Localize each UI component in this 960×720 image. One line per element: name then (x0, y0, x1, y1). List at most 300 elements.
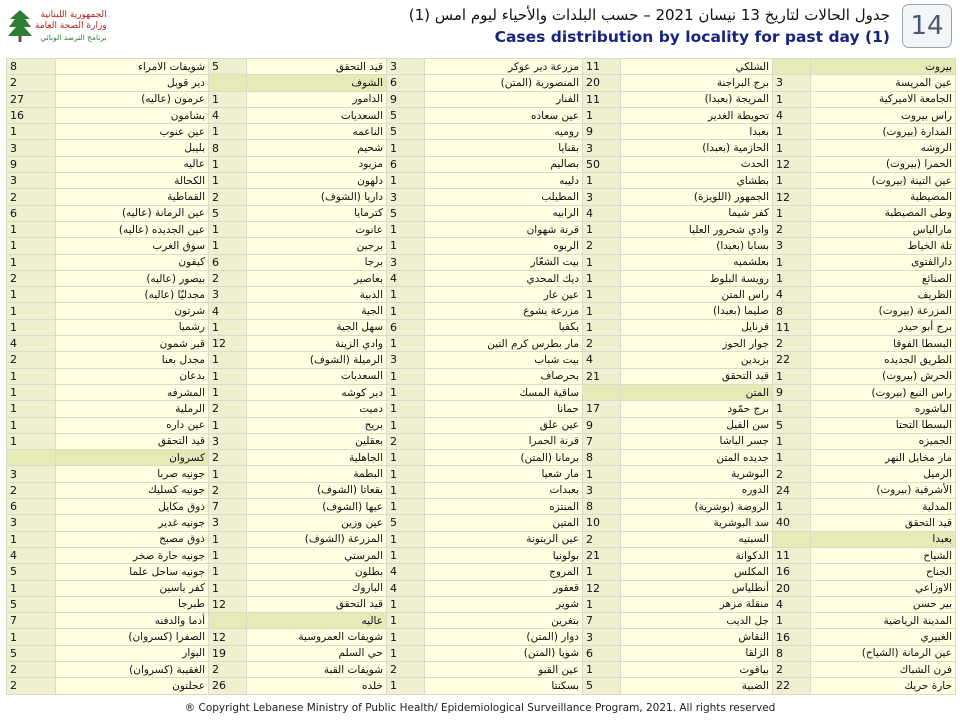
case-count-cell: 9 (7, 156, 56, 172)
case-count-cell: 2 (773, 466, 811, 482)
case-count-cell: 1 (583, 596, 621, 612)
locality-name-cell: المنصورية (المتن) (425, 75, 583, 91)
locality-name-cell: بعبدات (425, 482, 583, 498)
case-count-cell: 2 (583, 531, 621, 547)
locality-name-cell: جوار الحوز (621, 336, 773, 352)
table-row (7, 499, 956, 515)
case-count-cell: 6 (209, 254, 247, 270)
case-count-cell: 1 (583, 270, 621, 286)
case-count-cell: 1 (7, 580, 56, 596)
locality-name-cell: رشميا (56, 319, 209, 335)
case-count-cell: 1 (7, 254, 56, 270)
table-row (7, 678, 956, 694)
case-count-cell: 5 (387, 124, 425, 140)
case-count-cell: 12 (773, 189, 811, 205)
case-count-cell: 6 (387, 75, 425, 91)
locality-name-cell: برمانا (المتن) (425, 450, 583, 466)
case-count-cell: 3 (7, 173, 56, 189)
case-count-cell: 2 (583, 336, 621, 352)
case-count-cell: 1 (387, 499, 425, 515)
locality-name-cell: الزلقا (621, 645, 773, 661)
case-count-cell: 1 (773, 91, 811, 107)
case-count-cell: 8 (583, 450, 621, 466)
locality-name-cell: الحدث (621, 156, 773, 172)
case-count-cell: 40 (773, 515, 811, 531)
table-row (7, 173, 956, 189)
case-count-cell: 26 (209, 678, 247, 694)
locality-name-cell: البسطا الفوقا (811, 336, 956, 352)
table-row (7, 629, 956, 645)
locality-name-cell: الدوره (621, 482, 773, 498)
case-count-cell: 3 (387, 189, 425, 205)
locality-name-cell: برج البراجنة (621, 75, 773, 91)
table-row (7, 564, 956, 580)
locality-name-cell: برجين (247, 238, 387, 254)
locality-name-cell: جونيه حارة صخر (56, 547, 209, 563)
locality-name-cell: السعديات (247, 107, 387, 123)
locality-name-cell: حي السلم (247, 645, 387, 661)
case-count-cell: 1 (387, 140, 425, 156)
case-count-cell: 1 (387, 401, 425, 417)
locality-name-cell: بولونيا (425, 547, 583, 563)
locality-name-cell: الجية (247, 303, 387, 319)
case-count-cell: 1 (209, 580, 247, 596)
locality-name-cell: المروج (425, 564, 583, 580)
locality-name-cell: كفر ياسين (56, 580, 209, 596)
case-count-cell: 16 (773, 564, 811, 580)
case-count-cell: 3 (583, 140, 621, 156)
case-count-cell (209, 613, 247, 629)
case-count-cell: 1 (209, 173, 247, 189)
locality-name-cell: المنتزه (425, 499, 583, 515)
logo-line-2: وزارة الصحة العامة (35, 20, 107, 31)
locality-name-cell: دوار (المتن) (425, 629, 583, 645)
case-count-cell: 3 (7, 466, 56, 482)
case-count-cell: 11 (773, 547, 811, 563)
case-count-cell: 1 (387, 384, 425, 400)
locality-name-cell: المرستي (247, 547, 387, 563)
locality-name-cell: المزرعة (الشوف) (247, 531, 387, 547)
locality-name-cell: بليبل (56, 140, 209, 156)
case-count-cell: 1 (209, 368, 247, 384)
locality-name-cell: عيها (الشوف) (247, 499, 387, 515)
locality-name-cell: شوير (425, 596, 583, 612)
locality-name-cell: الجميزه (811, 433, 956, 449)
case-count-cell: 12 (209, 596, 247, 612)
locality-name-cell: بكفيا (425, 319, 583, 335)
table-row (7, 613, 956, 629)
case-count-cell: 1 (387, 417, 425, 433)
locality-name-cell: المكلس (621, 564, 773, 580)
case-count-cell: 1 (387, 287, 425, 303)
title-english: Cases distribution by locality for past day (1) (494, 28, 890, 46)
case-count-cell: 1 (583, 466, 621, 482)
table-row (7, 287, 956, 303)
locality-name-cell: قيد التحقق (56, 433, 209, 449)
locality-name-cell: الروضة (بوشرية) (621, 499, 773, 515)
locality-name-cell: قيد التحقق (621, 368, 773, 384)
locality-name-cell: تحويطة الغدير (621, 107, 773, 123)
locality-name-cell: كترمايا (247, 205, 387, 221)
case-count-cell: 1 (7, 531, 56, 547)
logo-line-1: الجمهورية اللبنانية (40, 9, 107, 20)
locality-name-cell: شويا (المتن) (425, 645, 583, 661)
case-count-cell: 5 (7, 596, 56, 612)
cedar-tree-icon (8, 9, 32, 43)
case-count-cell: 1 (773, 613, 811, 629)
locality-name-cell: قعقور (425, 580, 583, 596)
logo-text (35, 10, 107, 43)
locality-name-cell: بعبدا (621, 124, 773, 140)
locality-name-cell: مار شعيا (425, 466, 583, 482)
case-count-cell: 8 (773, 303, 811, 319)
locality-name-cell: قيد التحقق (247, 596, 387, 612)
locality-name-cell: سد البوشرية (621, 515, 773, 531)
locality-name-cell: طبرجا (56, 596, 209, 612)
case-count-cell: 5 (773, 417, 811, 433)
case-count-cell: 3 (583, 482, 621, 498)
locality-name-cell: راس النبع (بيروت) (811, 384, 956, 400)
page-header (0, 0, 960, 56)
case-count-cell: 2 (773, 336, 811, 352)
case-count-cell: 4 (387, 580, 425, 596)
case-count-cell: 1 (387, 645, 425, 661)
locality-name-cell: الرابيه (425, 205, 583, 221)
case-count-cell: 1 (209, 156, 247, 172)
case-count-cell: 1 (583, 221, 621, 237)
case-count-cell: 6 (387, 156, 425, 172)
locality-name-cell: الربوه (425, 238, 583, 254)
case-count-cell: 1 (387, 238, 425, 254)
table-row (7, 661, 956, 677)
locality-name-cell: بيت شباب (425, 352, 583, 368)
locality-name-cell: مزبود (247, 156, 387, 172)
case-count-cell: 1 (387, 368, 425, 384)
table-row (7, 319, 956, 335)
case-count-cell (773, 531, 811, 547)
locality-name-cell: مار بطرس كرم التين (425, 336, 583, 352)
locality-name-cell: بريح (247, 417, 387, 433)
locality-name-cell: ذوق مصبح (56, 531, 209, 547)
table-row (7, 124, 956, 140)
locality-name-cell: جونيه كسليك (56, 482, 209, 498)
locality-name-cell: دلهون (247, 173, 387, 189)
locality-name-cell: جونيه ساحل علما (56, 564, 209, 580)
locality-name-cell: الفنار (425, 91, 583, 107)
district-header-cell: المتن (621, 384, 773, 400)
locality-name-cell: عين علق (425, 417, 583, 433)
table-row (7, 368, 956, 384)
table-row (7, 531, 956, 547)
locality-name-cell: الأشرفية (بيروت) (811, 482, 956, 498)
locality-name-cell: بطلون (247, 564, 387, 580)
case-count-cell: 1 (7, 221, 56, 237)
case-count-cell: 5 (387, 515, 425, 531)
case-count-cell: 5 (209, 205, 247, 221)
case-count-cell: 22 (773, 678, 811, 694)
case-count-cell: 1 (387, 450, 425, 466)
case-count-cell: 11 (583, 91, 621, 107)
locality-name-cell: منقلة مزهر (621, 596, 773, 612)
case-count-cell: 2 (209, 450, 247, 466)
locality-name-cell: حارة حريك (811, 678, 956, 694)
case-count-cell: 7 (583, 613, 621, 629)
locality-name-cell: السعديات (247, 368, 387, 384)
case-count-cell: 21 (583, 547, 621, 563)
case-count-cell: 1 (209, 221, 247, 237)
case-count-cell (773, 59, 811, 75)
case-count-cell: 4 (387, 564, 425, 580)
district-header-cell: بيروت (811, 59, 956, 75)
locality-name-cell: الدبية (247, 287, 387, 303)
case-count-cell: 3 (387, 59, 425, 75)
table-row (7, 254, 956, 270)
locality-name-cell: الباشوره (811, 401, 956, 417)
case-count-cell: 1 (209, 417, 247, 433)
table-row (7, 205, 956, 221)
locality-name-cell: بيصور (عاليه) (56, 270, 209, 286)
locality-name-cell: بحرصاف (425, 368, 583, 384)
locality-name-cell: جسر الباشا (621, 433, 773, 449)
case-count-cell: 3 (209, 515, 247, 531)
case-count-cell: 1 (209, 547, 247, 563)
case-count-cell: 4 (387, 270, 425, 286)
case-count-cell: 1 (209, 319, 247, 335)
locality-name-cell: الطريق الجديده (811, 352, 956, 368)
locality-name-cell: دليبه (425, 173, 583, 189)
case-count-cell (583, 384, 621, 400)
case-count-cell: 11 (583, 59, 621, 75)
locality-name-cell: عين القبو (425, 661, 583, 677)
table-row (7, 547, 956, 563)
case-count-cell: 5 (387, 205, 425, 221)
locality-name-cell: المتين (425, 515, 583, 531)
case-count-cell: 1 (773, 450, 811, 466)
case-count-cell: 1 (209, 91, 247, 107)
district-header-cell: عاليه (247, 613, 387, 629)
locality-name-cell: بياقوت (621, 661, 773, 677)
locality-name-cell: بيت الشعّار (425, 254, 583, 270)
locality-name-cell: الدامور (247, 91, 387, 107)
locality-name-cell: داريا (الشوف) (247, 189, 387, 205)
case-count-cell: 2 (773, 661, 811, 677)
case-count-cell: 9 (387, 91, 425, 107)
case-count-cell: 1 (7, 368, 56, 384)
locality-name-cell: دارالفتوى (811, 254, 956, 270)
table-row (7, 156, 956, 172)
case-count-cell: 16 (7, 107, 56, 123)
locality-name-cell: المصيطبة (811, 189, 956, 205)
case-count-cell: 20 (583, 75, 621, 91)
table-row (7, 91, 956, 107)
case-count-cell: 19 (209, 645, 247, 661)
locality-name-cell: جل الديب (621, 613, 773, 629)
locality-name-cell: شويفات العمروسية (247, 629, 387, 645)
case-count-cell: 3 (209, 433, 247, 449)
table-row (7, 221, 956, 237)
locality-name-cell: أدما والدفنه (56, 613, 209, 629)
locality-name-cell: برج أبو حيدر (811, 319, 956, 335)
case-count-cell: 1 (387, 466, 425, 482)
table-row (7, 59, 956, 75)
locality-name-cell: النقاش (621, 629, 773, 645)
locality-name-cell: سهل الجية (247, 319, 387, 335)
case-count-cell: 1 (387, 531, 425, 547)
case-count-cell: 4 (583, 205, 621, 221)
case-count-cell: 1 (209, 352, 247, 368)
locality-name-cell: بقعاتا (الشوف) (247, 482, 387, 498)
case-count-cell: 1 (7, 401, 56, 417)
table-row (7, 352, 956, 368)
case-count-cell: 1 (583, 661, 621, 677)
case-count-cell: 1 (7, 238, 56, 254)
locality-name-cell: عانوت (247, 221, 387, 237)
case-count-cell: 2 (209, 661, 247, 677)
locality-name-cell: الروشه (811, 140, 956, 156)
case-count-cell: 1 (387, 596, 425, 612)
case-count-cell: 8 (209, 140, 247, 156)
locality-name-cell: شرتون (56, 303, 209, 319)
locality-name-cell: الضبية (621, 678, 773, 694)
case-count-cell: 2 (583, 238, 621, 254)
case-count-cell: 3 (387, 254, 425, 270)
locality-name-cell: المشرفه (56, 384, 209, 400)
locality-name-cell: رويسة البلوط (621, 270, 773, 286)
locality-name-cell: شويفات القبة (247, 661, 387, 677)
locality-name-cell: عين التينة (بيروت) (811, 173, 956, 189)
case-count-cell: 1 (7, 384, 56, 400)
locality-name-cell: الرميل (811, 466, 956, 482)
locality-name-cell: حمانا (425, 401, 583, 417)
locality-name-cell: عين داره (56, 417, 209, 433)
case-count-cell: 1 (773, 173, 811, 189)
case-count-cell: 8 (773, 645, 811, 661)
case-count-cell: 2 (209, 270, 247, 286)
locality-name-cell: بعلشميه (621, 254, 773, 270)
table-row (7, 75, 956, 91)
case-count-cell: 1 (7, 303, 56, 319)
case-count-cell: 2 (7, 270, 56, 286)
locality-name-cell: عجلتون (56, 678, 209, 694)
case-count-cell: 12 (209, 629, 247, 645)
district-header-cell: الشوف (247, 75, 387, 91)
locality-name-cell: المدلية (811, 499, 956, 515)
case-count-cell: 1 (773, 140, 811, 156)
table-row (7, 336, 956, 352)
case-count-cell: 4 (209, 107, 247, 123)
locality-name-cell: المريجة (بعبدا) (621, 91, 773, 107)
case-count-cell: 11 (773, 319, 811, 335)
case-count-cell: 4 (773, 596, 811, 612)
locality-name-cell: بزبدين (621, 352, 773, 368)
case-count-cell: 1 (773, 499, 811, 515)
locality-name-cell: السبتيه (621, 531, 773, 547)
locality-name-cell: الغقيبة (كسروان) (56, 661, 209, 677)
locality-name-cell: الشلكي (621, 59, 773, 75)
locality-name-cell: برجا (247, 254, 387, 270)
case-count-cell: 16 (773, 629, 811, 645)
locality-name-cell: ساقية المسك (425, 384, 583, 400)
case-count-cell: 2 (387, 433, 425, 449)
case-count-cell: 3 (773, 75, 811, 91)
locality-name-cell: قرنة شهوان (425, 221, 583, 237)
locality-name-cell: وطى المصيطبة (811, 205, 956, 221)
locality-name-cell: المطيلب (425, 189, 583, 205)
locality-name-cell: جديده المتن (621, 450, 773, 466)
case-count-cell: 1 (387, 482, 425, 498)
locality-name-cell: جونيه غدير (56, 515, 209, 531)
case-count-cell: 8 (7, 59, 56, 75)
case-count-cell: 5 (209, 59, 247, 75)
table-row (7, 450, 956, 466)
locality-name-cell: البطمة (247, 466, 387, 482)
case-count-cell: 1 (209, 564, 247, 580)
case-count-cell: 12 (773, 156, 811, 172)
case-count-cell: 1 (773, 124, 811, 140)
case-count-cell: 1 (773, 254, 811, 270)
locality-name-cell: عين وزين (247, 515, 387, 531)
locality-name-cell: بتغرين (425, 613, 583, 629)
locality-name-cell: جونيه صربا (56, 466, 209, 482)
copyright-footer: ® Copyright Lebanese Ministry of Public Health/ Epidemiological Surveillance Program, 2021. All rights reserved (184, 702, 776, 714)
table-row (7, 433, 956, 449)
locality-name-cell: شحيم (247, 140, 387, 156)
ministry-logo (8, 6, 118, 46)
case-count-cell: 1 (773, 368, 811, 384)
case-count-cell: 7 (209, 499, 247, 515)
locality-name-cell: عاليه (56, 156, 209, 172)
case-count-cell: 4 (209, 303, 247, 319)
locality-name-cell: راس بيروت (811, 107, 956, 123)
locality-name-cell: بسابا (بعبدا) (621, 238, 773, 254)
district-header-cell: كسروان (56, 450, 209, 466)
locality-name-cell: بسكنتا (425, 678, 583, 694)
table-row (7, 596, 956, 612)
table-row (7, 515, 956, 531)
locality-name-cell: برج حمّود (621, 401, 773, 417)
case-count-cell: 2 (773, 221, 811, 237)
table-row (7, 401, 956, 417)
case-count-cell: 5 (7, 564, 56, 580)
case-count-cell: 7 (7, 613, 56, 629)
case-count-cell: 1 (387, 613, 425, 629)
case-count-cell (209, 75, 247, 91)
table-row (7, 238, 956, 254)
case-count-cell: 1 (773, 401, 811, 417)
table-row (7, 384, 956, 400)
case-count-cell: 1 (773, 205, 811, 221)
case-count-cell: 1 (583, 319, 621, 335)
locality-name-cell: ذوق مكايل (56, 499, 209, 515)
locality-name-cell: فرن الشباك (811, 661, 956, 677)
case-count-cell: 1 (387, 678, 425, 694)
case-count-cell: 1 (583, 173, 621, 189)
case-count-cell: 2 (209, 189, 247, 205)
locality-name-cell: قرنايل (621, 319, 773, 335)
case-count-cell: 2 (209, 401, 247, 417)
locality-name-cell: الدكوانة (621, 547, 773, 563)
locality-name-cell: دير كوشه (247, 384, 387, 400)
case-count-cell: 7 (583, 433, 621, 449)
case-count-cell: 2 (387, 661, 425, 677)
page-number-badge: 14 (902, 4, 952, 48)
case-count-cell: 22 (773, 352, 811, 368)
case-count-cell: 2 (209, 482, 247, 498)
case-count-cell: 10 (583, 515, 621, 531)
locality-name-cell: مزرعة يشوع (425, 303, 583, 319)
case-count-cell: 4 (7, 336, 56, 352)
case-count-cell: 12 (209, 336, 247, 352)
